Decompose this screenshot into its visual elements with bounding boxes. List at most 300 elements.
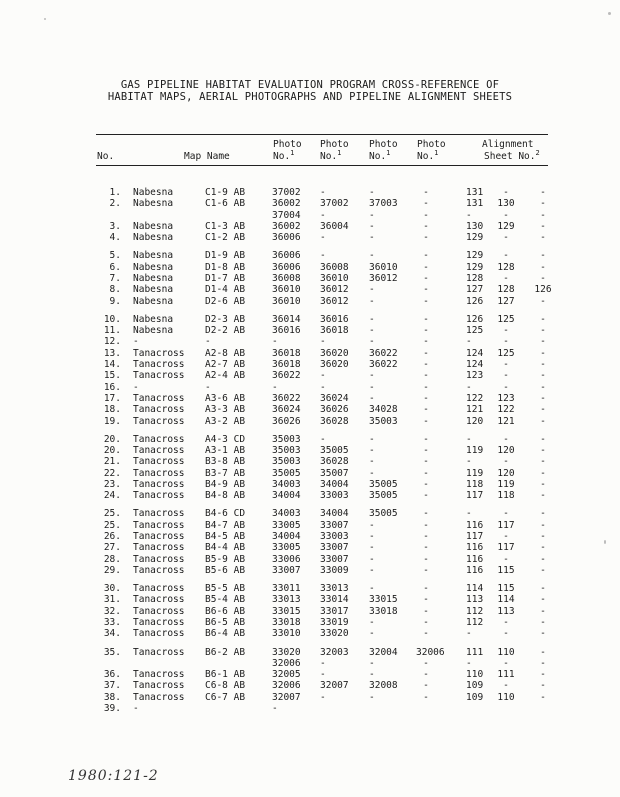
header-photo-4: Photo bbox=[417, 139, 446, 150]
photo-no-4: 32006 bbox=[416, 646, 445, 658]
photo-no-2: 33013 bbox=[320, 583, 349, 595]
photo-no-2: 32007 bbox=[320, 680, 349, 692]
row-number: 29. bbox=[103, 564, 121, 576]
photo-no-2: - bbox=[320, 232, 326, 244]
alignment-sheet-1: 119 bbox=[466, 445, 484, 456]
alignment-sheet-3: - bbox=[540, 433, 546, 445]
photo-no-1: 33005 bbox=[272, 519, 301, 531]
photo-no-2: 36026 bbox=[320, 404, 349, 416]
header-photo-2-no-text: No. bbox=[320, 151, 338, 162]
map-name: B6-5 AB bbox=[205, 617, 246, 628]
map-name: B4-6 CD bbox=[205, 508, 246, 520]
photo-no-3: 35005 bbox=[369, 508, 398, 520]
photo-no-1: 36014 bbox=[272, 313, 301, 325]
place-name: - bbox=[133, 703, 139, 714]
photo-no-2: 36024 bbox=[320, 392, 349, 404]
alignment-sheet-2: - bbox=[503, 273, 509, 284]
photo-no-2: 37002 bbox=[320, 198, 349, 210]
map-name: A3-2 AB bbox=[205, 415, 246, 427]
alignment-sheet-1: 111 bbox=[466, 646, 484, 658]
place-name: Nabesna bbox=[133, 250, 174, 262]
photo-no-2: 36008 bbox=[320, 261, 349, 273]
alignment-sheet-2: 120 bbox=[497, 467, 515, 479]
photo-no-2: 35007 bbox=[320, 467, 349, 479]
place-name: Tanacross bbox=[133, 531, 185, 542]
row-number: 30. bbox=[103, 583, 121, 595]
photo-no-3: - bbox=[369, 583, 375, 595]
row-number: 5. bbox=[109, 250, 121, 262]
row-number: 17. bbox=[103, 392, 121, 404]
alignment-sheet-2: 119 bbox=[497, 478, 515, 490]
row-number: 20. bbox=[103, 445, 121, 456]
photo-no-2: - bbox=[320, 336, 326, 348]
photo-no-4: - bbox=[423, 220, 429, 232]
photo-no-4: - bbox=[423, 456, 429, 468]
photo-no-2: 33017 bbox=[320, 605, 349, 617]
row-number: 21. bbox=[103, 456, 121, 468]
alignment-sheet-2: - bbox=[503, 508, 509, 520]
place-name: - bbox=[133, 336, 139, 348]
alignment-sheet-2: 130 bbox=[497, 198, 515, 210]
place-name: Nabesna bbox=[133, 284, 174, 296]
row-number: 6. bbox=[109, 261, 121, 273]
place-name: Tanacross bbox=[133, 669, 185, 681]
photo-no-4: - bbox=[423, 325, 429, 337]
map-name: B6-2 AB bbox=[205, 646, 246, 658]
alignment-sheet-1: - bbox=[466, 433, 472, 445]
photo-no-2: 34004 bbox=[320, 478, 349, 490]
alignment-sheet-3: - bbox=[540, 583, 546, 595]
map-name: B5-5 AB bbox=[205, 583, 246, 595]
map-name: C1-9 AB bbox=[205, 187, 246, 198]
alignment-sheet-3: - bbox=[540, 605, 546, 617]
header-top-rule bbox=[96, 134, 548, 135]
photo-no-2: - bbox=[320, 381, 326, 393]
header-photo-3: Photo bbox=[369, 139, 398, 150]
place-name: Tanacross bbox=[133, 564, 185, 576]
alignment-sheet-1: - bbox=[466, 209, 472, 221]
photo-no-4: - bbox=[423, 187, 429, 198]
alignment-sheet-2: 128 bbox=[497, 261, 515, 273]
photo-no-4: - bbox=[423, 691, 429, 703]
alignment-sheet-3: - bbox=[540, 508, 546, 520]
alignment-sheet-3: - bbox=[540, 187, 546, 198]
footnote-marker-1: 1 bbox=[434, 148, 439, 157]
photo-no-3: - bbox=[369, 657, 375, 669]
photo-no-2: - bbox=[320, 657, 326, 669]
photo-no-4: - bbox=[423, 657, 429, 669]
alignment-sheet-3: - bbox=[540, 478, 546, 490]
row-number: 15. bbox=[103, 370, 121, 382]
row-number: 33. bbox=[103, 617, 121, 628]
row-number: 27. bbox=[103, 542, 121, 554]
photo-no-4: - bbox=[423, 628, 429, 640]
alignment-sheet-2: 127 bbox=[497, 295, 515, 307]
row-number: 24. bbox=[103, 490, 121, 502]
photo-no-1: 33018 bbox=[272, 617, 301, 628]
map-name: C6-8 AB bbox=[205, 680, 246, 692]
alignment-sheet-1: 117 bbox=[466, 531, 484, 542]
photo-no-2: 36028 bbox=[320, 456, 349, 468]
place-name: Tanacross bbox=[133, 347, 185, 359]
map-name: - bbox=[205, 336, 211, 348]
photo-no-3: - bbox=[369, 232, 375, 244]
photo-no-1: 33011 bbox=[272, 583, 301, 595]
photo-no-4: - bbox=[423, 336, 429, 348]
alignment-sheet-1: 112 bbox=[466, 605, 484, 617]
alignment-sheet-2: - bbox=[503, 531, 509, 542]
alignment-sheet-3: - bbox=[540, 445, 546, 456]
alignment-sheet-2: 125 bbox=[497, 347, 515, 359]
place-name: Tanacross bbox=[133, 478, 185, 490]
map-name: B3-7 AB bbox=[205, 467, 246, 479]
title-line-2: HABITAT MAPS, AERIAL PHOTOGRAPHS AND PIPELINE ALIGNMENT SHEETS bbox=[107, 91, 513, 103]
photo-no-1: 36018 bbox=[272, 347, 301, 359]
photo-no-2: - bbox=[320, 370, 326, 382]
photo-no-2: 35005 bbox=[320, 445, 349, 456]
photo-no-2: - bbox=[320, 433, 326, 445]
photo-no-2: 34004 bbox=[320, 508, 349, 520]
map-name: B4-7 AB bbox=[205, 519, 246, 531]
header-photo-4-no bbox=[417, 148, 439, 162]
map-name: A2-7 AB bbox=[205, 359, 246, 370]
photo-no-1: 34004 bbox=[272, 531, 301, 542]
alignment-sheet-1: 118 bbox=[466, 478, 484, 490]
alignment-sheet-1: 125 bbox=[466, 325, 484, 337]
alignment-sheet-2: 117 bbox=[497, 519, 515, 531]
photo-no-4: - bbox=[423, 519, 429, 531]
row-number: 23. bbox=[103, 478, 121, 490]
place-name: Tanacross bbox=[133, 594, 185, 606]
photo-no-1: 36010 bbox=[272, 284, 301, 296]
photo-no-2: 36020 bbox=[320, 347, 349, 359]
title-line-1: GAS PIPELINE HABITAT EVALUATION PROGRAM CROSS-REFERENCE OF bbox=[120, 79, 500, 91]
photo-no-2: - bbox=[320, 669, 326, 681]
photo-no-2: - bbox=[320, 187, 326, 198]
photo-no-1: 32006 bbox=[272, 680, 301, 692]
place-name: Tanacross bbox=[133, 519, 185, 531]
row-number: 37. bbox=[103, 680, 121, 692]
map-name: C6-7 AB bbox=[205, 691, 246, 703]
photo-no-3: 33015 bbox=[369, 594, 398, 606]
row-number: 28. bbox=[103, 553, 121, 565]
photo-no-2: 36012 bbox=[320, 284, 349, 296]
photo-no-2: 33009 bbox=[320, 564, 349, 576]
photo-no-3: 35005 bbox=[369, 478, 398, 490]
row-number: 13. bbox=[103, 347, 121, 359]
alignment-sheet-3: - bbox=[540, 628, 546, 640]
alignment-sheet-3: - bbox=[540, 313, 546, 325]
alignment-sheet-3: - bbox=[540, 594, 546, 606]
row-number: 14. bbox=[103, 359, 121, 370]
alignment-sheet-2: - bbox=[503, 617, 509, 628]
photo-no-1: 32006 bbox=[272, 657, 301, 669]
alignment-sheet-3: - bbox=[540, 490, 546, 502]
place-name: Tanacross bbox=[133, 433, 185, 445]
row-number: 32. bbox=[103, 605, 121, 617]
row-number: 25. bbox=[103, 519, 121, 531]
alignment-sheet-2: - bbox=[503, 433, 509, 445]
alignment-sheet-2: 113 bbox=[497, 605, 515, 617]
alignment-sheet-2: - bbox=[503, 336, 509, 348]
map-name: - bbox=[205, 381, 211, 393]
alignment-sheet-2: 121 bbox=[497, 415, 515, 427]
photo-no-4: - bbox=[423, 467, 429, 479]
header-sheet-no-text: Sheet No. bbox=[484, 151, 536, 162]
photo-no-3: 34028 bbox=[369, 404, 398, 416]
map-name: B4-9 AB bbox=[205, 478, 246, 490]
place-name: Nabesna bbox=[133, 273, 174, 284]
map-name: B5-6 AB bbox=[205, 564, 246, 576]
photo-no-1: 35003 bbox=[272, 445, 301, 456]
photo-no-1: 36016 bbox=[272, 325, 301, 337]
alignment-sheet-1: 116 bbox=[466, 542, 484, 554]
photo-no-1: 37002 bbox=[272, 187, 301, 198]
photo-no-3: - bbox=[369, 628, 375, 640]
row-number: 19. bbox=[103, 415, 121, 427]
photo-no-3: - bbox=[369, 553, 375, 565]
alignment-sheet-2: - bbox=[503, 657, 509, 669]
photo-no-1: 37004 bbox=[272, 209, 301, 221]
alignment-sheet-2: 125 bbox=[497, 313, 515, 325]
photo-no-4: - bbox=[423, 284, 429, 296]
alignment-sheet-2: - bbox=[503, 553, 509, 565]
alignment-sheet-1: 128 bbox=[466, 273, 484, 284]
photo-no-4: - bbox=[423, 313, 429, 325]
row-number: 36. bbox=[103, 669, 121, 681]
row-number: 11. bbox=[103, 325, 121, 337]
map-name: B5-4 AB bbox=[205, 594, 246, 606]
alignment-sheet-2: - bbox=[503, 680, 509, 692]
photo-no-2: 36012 bbox=[320, 295, 349, 307]
alignment-sheet-1: 114 bbox=[466, 583, 484, 595]
alignment-sheet-3: - bbox=[540, 646, 546, 658]
photo-no-2: 33020 bbox=[320, 628, 349, 640]
row-number: 35. bbox=[103, 646, 121, 658]
photo-no-3: - bbox=[369, 250, 375, 262]
photo-no-4: - bbox=[423, 232, 429, 244]
header-map-name: Map Name bbox=[184, 151, 230, 162]
photo-no-1: 34003 bbox=[272, 508, 301, 520]
row-number: 4. bbox=[109, 232, 121, 244]
photo-no-4: - bbox=[423, 433, 429, 445]
place-name: Tanacross bbox=[133, 445, 185, 456]
alignment-sheet-3: - bbox=[540, 467, 546, 479]
photo-no-4: - bbox=[423, 553, 429, 565]
row-number: 2. bbox=[109, 198, 121, 210]
alignment-sheet-3: - bbox=[540, 392, 546, 404]
photo-no-2: 33003 bbox=[320, 531, 349, 542]
photo-no-4: - bbox=[423, 583, 429, 595]
alignment-sheet-2: - bbox=[503, 209, 509, 221]
photo-no-3: 36022 bbox=[369, 359, 398, 370]
row-number: 8. bbox=[109, 284, 121, 296]
photo-no-4: - bbox=[423, 404, 429, 416]
header-photo-1-no-text: No. bbox=[273, 151, 291, 162]
photo-no-2: 36020 bbox=[320, 359, 349, 370]
photo-no-1: 33010 bbox=[272, 628, 301, 640]
alignment-sheet-1: 120 bbox=[466, 415, 484, 427]
photo-no-3: - bbox=[369, 467, 375, 479]
photo-no-3: - bbox=[369, 325, 375, 337]
photo-no-1: 36026 bbox=[272, 415, 301, 427]
alignment-sheet-2: 115 bbox=[497, 564, 515, 576]
row-number: 9. bbox=[109, 295, 121, 307]
photo-no-2: 33019 bbox=[320, 617, 349, 628]
photo-no-4: - bbox=[423, 669, 429, 681]
alignment-sheet-2: - bbox=[503, 370, 509, 382]
row-number: 26. bbox=[103, 531, 121, 542]
alignment-sheet-1: 127 bbox=[466, 284, 484, 296]
place-name: Tanacross bbox=[133, 542, 185, 554]
alignment-sheet-2: 110 bbox=[497, 691, 515, 703]
photo-no-3: 32008 bbox=[369, 680, 398, 692]
map-name: D2-3 AB bbox=[205, 313, 246, 325]
alignment-sheet-1: 116 bbox=[466, 519, 484, 531]
photo-no-2: 33014 bbox=[320, 594, 349, 606]
row-number: 18. bbox=[103, 404, 121, 416]
photo-no-3: - bbox=[369, 187, 375, 198]
alignment-sheet-2: 114 bbox=[497, 594, 515, 606]
map-name: A3-6 AB bbox=[205, 392, 246, 404]
alignment-sheet-1: 124 bbox=[466, 347, 484, 359]
alignment-sheet-3: - bbox=[540, 232, 546, 244]
photo-no-2: - bbox=[320, 250, 326, 262]
alignment-sheet-2: 122 bbox=[497, 404, 515, 416]
photo-no-3: 36022 bbox=[369, 347, 398, 359]
row-number: 1. bbox=[109, 187, 121, 198]
header-photo-1: Photo bbox=[273, 139, 302, 150]
alignment-sheet-2: 110 bbox=[497, 646, 515, 658]
photo-no-3: - bbox=[369, 284, 375, 296]
map-name: B4-4 AB bbox=[205, 542, 246, 554]
alignment-sheet-1: - bbox=[466, 657, 472, 669]
photo-no-1: 32007 bbox=[272, 691, 301, 703]
photo-no-3: 36010 bbox=[369, 261, 398, 273]
photo-no-2: 33007 bbox=[320, 519, 349, 531]
scan-speck bbox=[608, 12, 611, 15]
alignment-sheet-1: 113 bbox=[466, 594, 484, 606]
alignment-sheet-1: - bbox=[466, 381, 472, 393]
photo-no-1: - bbox=[272, 381, 278, 393]
row-number: 12. bbox=[103, 336, 121, 348]
alignment-sheet-1: 116 bbox=[466, 564, 484, 576]
alignment-sheet-2: - bbox=[503, 359, 509, 370]
photo-no-2: 33007 bbox=[320, 542, 349, 554]
photo-no-4: - bbox=[423, 542, 429, 554]
photo-no-1: 36022 bbox=[272, 370, 301, 382]
row-number: 22. bbox=[103, 467, 121, 479]
photo-no-2: 36004 bbox=[320, 220, 349, 232]
alignment-sheet-3: - bbox=[540, 209, 546, 221]
place-name: Nabesna bbox=[133, 220, 174, 232]
alignment-sheet-2: 118 bbox=[497, 490, 515, 502]
alignment-sheet-1: - bbox=[466, 508, 472, 520]
map-name: D2-6 AB bbox=[205, 295, 246, 307]
map-name: B4-5 AB bbox=[205, 531, 246, 542]
alignment-sheet-3: - bbox=[540, 531, 546, 542]
photo-no-4: - bbox=[423, 381, 429, 393]
photo-no-4: - bbox=[423, 295, 429, 307]
place-name: Tanacross bbox=[133, 404, 185, 416]
alignment-sheet-3: - bbox=[540, 198, 546, 210]
alignment-sheet-1: - bbox=[466, 336, 472, 348]
map-name: B4-8 AB bbox=[205, 490, 246, 502]
photo-no-1: 36008 bbox=[272, 273, 301, 284]
photo-no-4: - bbox=[423, 605, 429, 617]
photo-no-4: - bbox=[423, 680, 429, 692]
alignment-sheet-3: - bbox=[540, 250, 546, 262]
alignment-sheet-2: - bbox=[503, 187, 509, 198]
photo-no-4: - bbox=[423, 445, 429, 456]
photo-no-4: - bbox=[423, 594, 429, 606]
alignment-sheet-1: - bbox=[466, 456, 472, 468]
place-name: Tanacross bbox=[133, 370, 185, 382]
alignment-sheet-3: - bbox=[540, 617, 546, 628]
photo-no-1: 36006 bbox=[272, 250, 301, 262]
footnote-marker-1: 1 bbox=[386, 148, 391, 157]
photo-no-1: 34004 bbox=[272, 490, 301, 502]
alignment-sheet-3: - bbox=[540, 680, 546, 692]
alignment-sheet-1: 126 bbox=[466, 313, 484, 325]
alignment-sheet-3: 126 bbox=[534, 284, 552, 296]
photo-no-3: - bbox=[369, 313, 375, 325]
footnote-marker-2: 2 bbox=[535, 148, 540, 157]
photo-no-4: - bbox=[423, 415, 429, 427]
map-name: D1-4 AB bbox=[205, 284, 246, 296]
row-number: 31. bbox=[103, 594, 121, 606]
alignment-sheet-3: - bbox=[540, 404, 546, 416]
photo-no-2: 33007 bbox=[320, 553, 349, 565]
row-number: 34. bbox=[103, 628, 121, 640]
alignment-sheet-2: 117 bbox=[497, 542, 515, 554]
place-name: Tanacross bbox=[133, 359, 185, 370]
row-number: 20. bbox=[103, 433, 121, 445]
handwritten-stamp: 1980:121-2 bbox=[68, 768, 159, 784]
map-name: A2-4 AB bbox=[205, 370, 246, 382]
photo-no-3: - bbox=[369, 617, 375, 628]
photo-no-3: - bbox=[369, 381, 375, 393]
alignment-sheet-3: - bbox=[540, 542, 546, 554]
photo-no-3: - bbox=[369, 433, 375, 445]
map-name: A3-3 AB bbox=[205, 404, 246, 416]
header-alignment: Alignment bbox=[482, 139, 534, 150]
photo-no-4: - bbox=[423, 347, 429, 359]
photo-no-1: 33013 bbox=[272, 594, 301, 606]
header-photo-4-no-text: No. bbox=[417, 151, 435, 162]
alignment-sheet-3: - bbox=[540, 325, 546, 337]
map-name: A4-3 CD bbox=[205, 433, 246, 445]
place-name: Nabesna bbox=[133, 261, 174, 273]
alignment-sheet-3: - bbox=[540, 415, 546, 427]
map-name: D1-8 AB bbox=[205, 261, 246, 273]
photo-no-3: 35003 bbox=[369, 415, 398, 427]
photo-no-1: 35003 bbox=[272, 433, 301, 445]
alignment-sheet-1: 110 bbox=[466, 669, 484, 681]
map-name: B6-4 AB bbox=[205, 628, 246, 640]
map-name: D1-7 AB bbox=[205, 273, 246, 284]
map-name: A2-8 AB bbox=[205, 347, 246, 359]
alignment-sheet-2: - bbox=[503, 456, 509, 468]
photo-no-4: - bbox=[423, 392, 429, 404]
alignment-sheet-2: - bbox=[503, 325, 509, 337]
photo-no-1: 36002 bbox=[272, 220, 301, 232]
photo-no-3: 36012 bbox=[369, 273, 398, 284]
map-name: B3-8 AB bbox=[205, 456, 246, 468]
map-name: C1-2 AB bbox=[205, 232, 246, 244]
alignment-sheet-1: 126 bbox=[466, 295, 484, 307]
header-no: No. bbox=[97, 151, 115, 162]
